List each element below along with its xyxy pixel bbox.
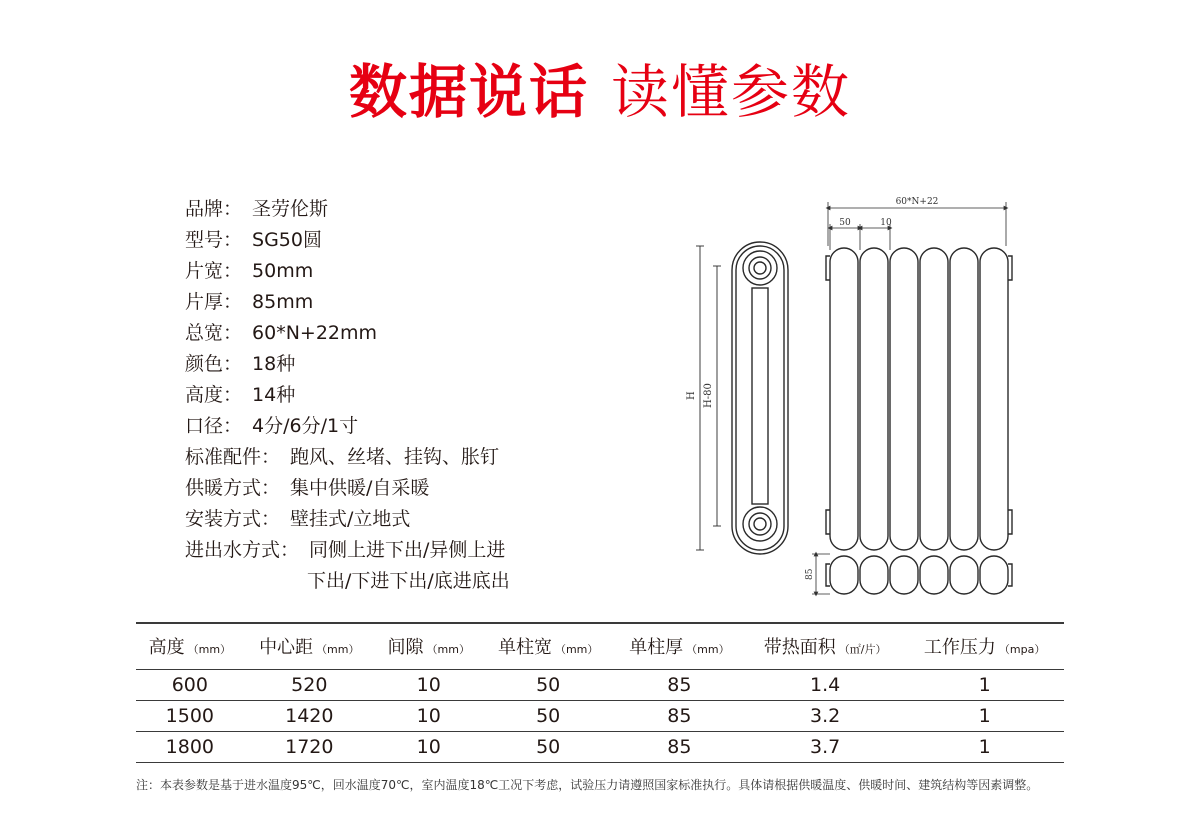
spec-list <box>185 194 615 597</box>
spec-value: 同侧上进下出/异侧上进 <box>309 539 506 561</box>
table-cell: 1500 <box>136 700 244 731</box>
spec-value: 60*N+22mm <box>252 322 378 344</box>
col-header-gap: 间隙 （mm） <box>375 623 483 669</box>
spec-row-brand <box>185 194 615 225</box>
table-cell: 1 <box>905 731 1064 762</box>
table-cell: 10 <box>375 700 483 731</box>
spec-value: 18种 <box>252 353 296 375</box>
spec-label: 型号： <box>185 229 243 251</box>
table-cell: 85 <box>614 669 745 700</box>
dim-label-h: H <box>686 391 697 400</box>
col-header-center-distance: 中心距 （mm） <box>244 623 375 669</box>
table-cell: 1800 <box>136 731 244 762</box>
spec-value: 壁挂式/立地式 <box>290 508 411 530</box>
dim-label-total-width: 60*N+22 <box>895 197 939 207</box>
table-cell: 50 <box>483 731 614 762</box>
spec-row-heating <box>185 473 615 504</box>
title-part1: 数据说话 <box>348 58 589 126</box>
spec-row-caliber <box>185 411 615 442</box>
table-cell: 520 <box>244 669 375 700</box>
dim-label-depth: 85 <box>805 568 815 580</box>
table-cell: 600 <box>136 669 244 700</box>
col-header-column-width: 单柱宽 （mm） <box>483 623 614 669</box>
table-cell: 1 <box>905 700 1064 731</box>
spec-value: 85mm <box>252 291 314 313</box>
spec-row-thickness <box>185 287 615 318</box>
spec-value: SG50圆 <box>252 229 322 251</box>
spec-label: 标准配件： <box>185 446 281 468</box>
dim-label-gap: 10 <box>880 218 892 228</box>
spec-table <box>136 622 1064 763</box>
table-cell: 1 <box>905 669 1064 700</box>
spec-row-model <box>185 225 615 256</box>
spec-label: 安装方式： <box>185 508 281 530</box>
spec-label: 片厚： <box>185 291 243 313</box>
table-cell: 85 <box>614 700 745 731</box>
table-cell: 50 <box>483 700 614 731</box>
radiator-drawing <box>680 180 1040 600</box>
spec-label: 颜色： <box>185 353 243 375</box>
spec-row-accessories <box>185 442 615 473</box>
table-cell: 50 <box>483 669 614 700</box>
spec-row-height <box>185 380 615 411</box>
table-cell: 3.7 <box>745 731 905 762</box>
col-header-pressure: 工作压力 （mpa） <box>905 623 1064 669</box>
table-row <box>136 669 1064 700</box>
spec-row-color <box>185 349 615 380</box>
spec-row-width <box>185 256 615 287</box>
col-header-column-thickness: 单柱厚 （mm） <box>614 623 745 669</box>
front-view <box>826 202 1012 550</box>
table-row <box>136 731 1064 762</box>
spec-label: 品牌： <box>185 198 243 220</box>
spec-value: 圣劳伦斯 <box>252 198 329 220</box>
spec-label: 总宽： <box>185 322 243 344</box>
table-cell: 3.2 <box>745 700 905 731</box>
top-view <box>812 554 1012 594</box>
table-row <box>136 700 1064 731</box>
spec-label: 进出水方式： <box>185 539 300 561</box>
table-cell: 10 <box>375 731 483 762</box>
spec-row-water <box>185 535 615 566</box>
spec-label: 供暖方式： <box>185 477 281 499</box>
spec-value: 4分/6分/1寸 <box>252 415 359 437</box>
table-cell: 85 <box>614 731 745 762</box>
table-cell: 1420 <box>244 700 375 731</box>
spec-label: 口径： <box>185 415 243 437</box>
spec-continuation: 下出/下进下出/底进底出 <box>307 570 510 592</box>
spec-row-install <box>185 504 615 535</box>
spec-value: 14种 <box>252 384 296 406</box>
page-title <box>0 52 1200 132</box>
dim-label-h80: H-80 <box>703 383 714 408</box>
spec-value: 50mm <box>252 260 314 282</box>
footnote: 注：本表参数是基于进水温度95℃，回水温度70℃，室内温度18℃工况下考虑，试验压力请遵照国家标准执行。具体请根据供暖温度、供暖时间、建筑结构等因素调整。 <box>136 778 1039 792</box>
spec-label: 高度： <box>185 384 243 406</box>
spec-value: 跑风、丝堵、挂钩、胀钉 <box>290 446 500 468</box>
table-header-row <box>136 623 1064 669</box>
spec-value: 集中供暖/自采暖 <box>290 477 430 499</box>
spec-row-total-width <box>185 318 615 349</box>
dim-label-pitch: 50 <box>839 218 851 228</box>
col-header-height: 高度 （mm） <box>136 623 244 669</box>
table-cell: 10 <box>375 669 483 700</box>
title-part2: 读懂参数 <box>611 58 852 126</box>
col-header-heating-area: 带热面积 （㎡/片） <box>745 623 905 669</box>
table-cell: 1720 <box>244 731 375 762</box>
spec-label: 片宽： <box>185 260 243 282</box>
table-cell: 1.4 <box>745 669 905 700</box>
